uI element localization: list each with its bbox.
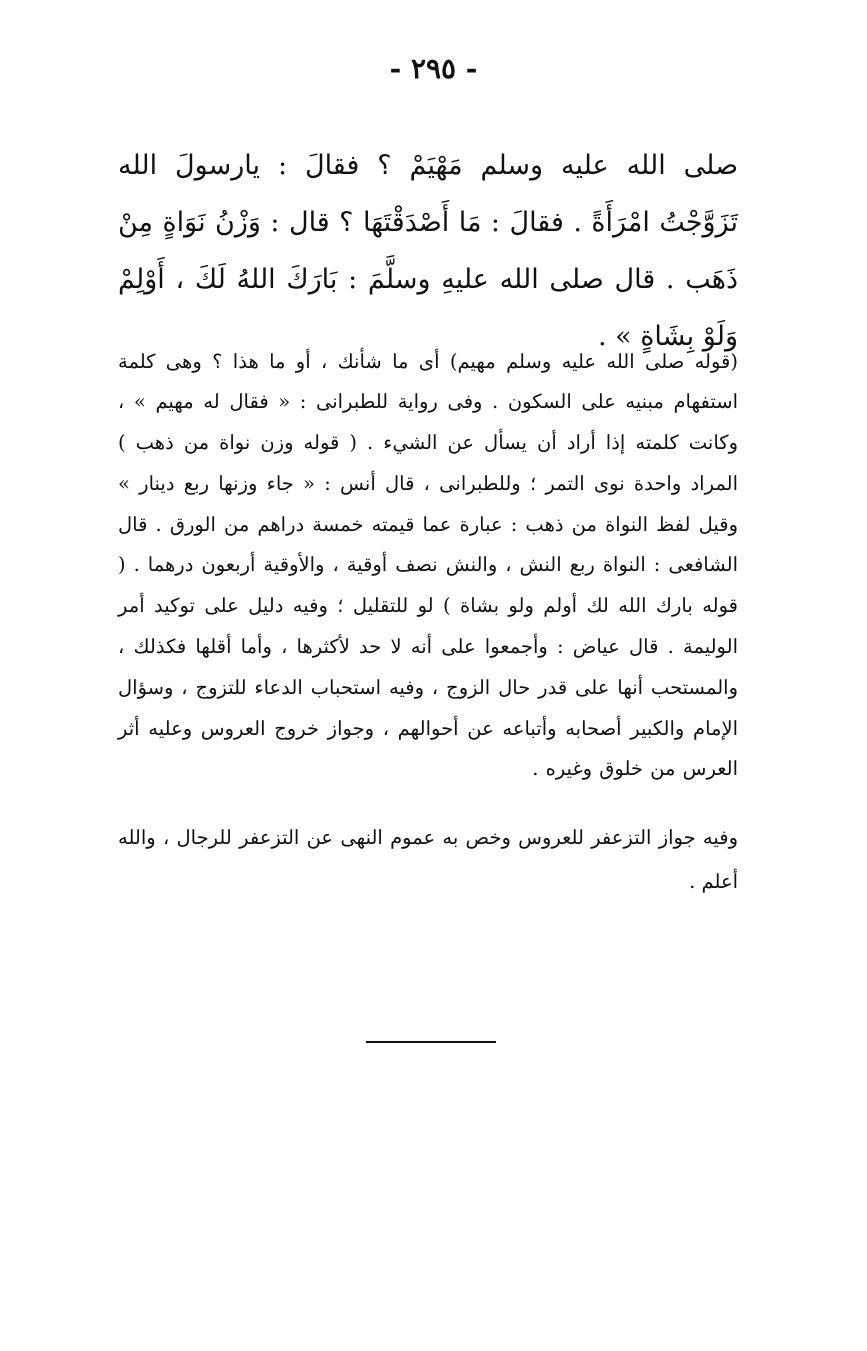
commentary-paragraph: (قوله صلى الله عليه وسلم مهيم) أى ما شأنك ، أو ما هذا ؟ وهى كلمة استفهام مبنيه على السكون . وفى رواية للطبرانى : « فقال له مهيم » ، وكانت كلمته إذا أراد أن يسأل عن الشيء . ( قوله وزن نواة من ذهب ) المراد واحدة نوى التمر ؛ وللطبرانى ، قال أنس : « جاء وزنها ربع دينار » وقيل لفظ النواة من ذهب : عبارة عما قيمته خمسة دراهم من الورق . قال الشافعى : النواة ربع النش ، والنش نصف أوقية ، والأوقية أربعون درهما . ( قوله بارك الله لك أولم ولو بشاة ) لو للتقليل ؛ وفيه دليل على توكيد أمر الوليمة . قال عياض : وأجمعوا على أنه لا حد لأكثرها ، وأما أقلها فكذلك ، والمستحب أنها على قدر حال الزوج ، وفيه استحباب الدعاء للتزوج ، وسؤال الإمام والكبير أصحابه وأتباعه عن أحوالهم ، وجواز خروج العروس وعليه أثر العرس من خلوق وغيره . bbox=[118, 349, 738, 781]
hadith-text: صلى الله عليه وسلم مَهْيَمْ ؟ فقالَ : يارسولَ الله تَزَوَّجْتُ امْرَأَةً . فقالَ : مَا أَصْدَقْتَهَا ؟ قال : وَزْنُ نَوَاةٍ مِنْ ذَهَب . قال صلى الله عليهِ وسلَّمَ : بَارَكَ اللهُ لَكَ ، أَوْلِمْ وَلَوْ بِشَاةٍ » . bbox=[118, 150, 738, 352]
end-divider bbox=[366, 1041, 496, 1043]
page-number: - ٢٩٥ - bbox=[389, 52, 478, 85]
closing-paragraph: وفيه جواز التزعفر للعروس وخص به عموم النهى عن التزعفر للرجال ، والله أعلم . bbox=[118, 825, 738, 893]
